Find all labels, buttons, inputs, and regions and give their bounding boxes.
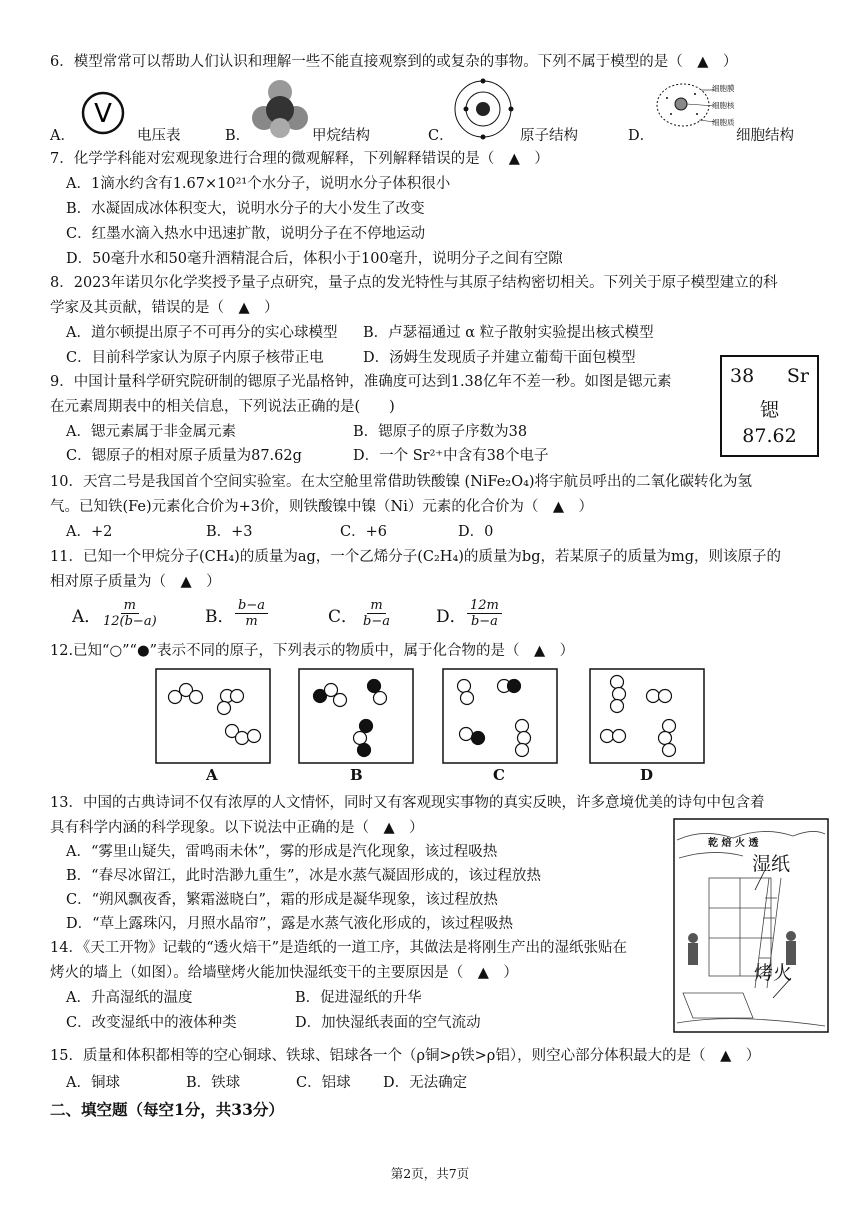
q9-option-d: D．一个 Sr²⁺中含有38个电子 bbox=[353, 448, 549, 464]
q6-option-b-label: B． bbox=[225, 128, 251, 144]
q15-option-b: B．铁球 bbox=[186, 1075, 241, 1091]
q12-stem: 12.已知“○”“●”表示不同的原子，下列表示的物质中，属于化合物的是（ ▲ ） bbox=[50, 643, 575, 659]
q12-caption-c: C bbox=[493, 766, 505, 784]
fraction-numerator: m bbox=[121, 598, 139, 614]
element-number: 38 bbox=[730, 365, 755, 387]
figure-title: 乾 焙 火 透 bbox=[708, 838, 759, 849]
q6-option-a-text: 电压表 bbox=[137, 128, 181, 144]
q11-option-d-fraction bbox=[467, 598, 502, 629]
q7-option-d: D．50毫升水和50毫升酒精混合后，体积小于100毫升，说明分子之间有空隙 bbox=[66, 251, 563, 267]
q11-option-a-fraction bbox=[100, 598, 160, 629]
q6-option-d-text: 细胞结构 bbox=[736, 128, 794, 144]
fraction-denominator: 12(b−a) bbox=[103, 614, 157, 629]
q15-option-c: C．铝球 bbox=[296, 1075, 351, 1091]
q6-option-b-text: 甲烷结构 bbox=[312, 128, 370, 144]
q13-option-d: D．“草上露珠闪，月照水晶帘”，露是水蒸气液化形成的，该过程吸热 bbox=[66, 916, 513, 932]
q12-box-d bbox=[589, 668, 705, 764]
q12-box-c bbox=[442, 668, 558, 764]
q7-option-b: B．水凝固成冰体积变大，说明水分子的大小发生了改变 bbox=[66, 201, 425, 217]
fraction-denominator: b−a bbox=[363, 614, 390, 629]
section-heading-fill-in: 二、填空题（每空1分，共33分） bbox=[50, 1100, 284, 1119]
q13-option-c: C．“朔风飘夜香，繁霜滋晓白”，霜的形成是凝华现象，该过程放热 bbox=[66, 892, 498, 908]
cell-label-cytoplasm: 细胞质 bbox=[712, 118, 735, 127]
q9-stem-line1: 9．中国计量科学研究院研制的锶原子光晶格钟，准确度可达到1.38亿年不差一秒。如图是锶元素 bbox=[50, 374, 672, 390]
fraction-numerator: m bbox=[367, 598, 385, 614]
q13-stem-line1: 13．中国的古典诗词不仅有浓厚的人文情怀，同时又有客观现实事物的真实反映，许多意境优美的诗句中包含着 bbox=[50, 795, 765, 811]
cell-label-membrane: 细胞膜 bbox=[712, 84, 735, 93]
q14-option-a: A．升高湿纸的温度 bbox=[66, 990, 193, 1006]
q10-option-c: C．+6 bbox=[340, 524, 387, 540]
q9-option-b: B．锶原子的原子序数为38 bbox=[353, 424, 528, 440]
q9-option-c: C．锶原子的相对原子质量为87.62g bbox=[66, 448, 302, 464]
q12-caption-a: A bbox=[206, 766, 218, 784]
q11-stem-line2: 相对原子质量为（ ▲ ） bbox=[50, 574, 221, 590]
q6-stem: 6．模型常常可以帮助人们认识和理解一些不能直接观察到的或复杂的事物。下列不属于模型的是（ ▲ ） bbox=[50, 54, 738, 70]
q12-box-b bbox=[298, 668, 414, 764]
q9-stem-line2: 在元素周期表中的相关信息，下列说法正确的是( ) bbox=[50, 399, 395, 415]
q8-option-c: C．目前科学家认为原子内原子核带正电 bbox=[66, 350, 324, 366]
q12-caption-d: D bbox=[640, 766, 654, 784]
q12-box-a bbox=[155, 668, 271, 764]
q9-option-a: A．锶元素属于非金属元素 bbox=[66, 424, 236, 440]
q7-stem: 7．化学学科能对宏观现象进行合理的微观解释，下列解释错误的是（ ▲ ） bbox=[50, 151, 549, 167]
fraction-denominator: m bbox=[245, 614, 258, 629]
q6-option-c-text: 原子结构 bbox=[520, 128, 578, 144]
q12-caption-b: B bbox=[350, 766, 363, 784]
page-number: 第2页，共7页 bbox=[390, 1166, 470, 1181]
q8-option-a: A．道尔顿提出原子不可再分的实心球模型 bbox=[66, 325, 338, 341]
q11-option-d-label: D． bbox=[436, 607, 467, 627]
q14-stem-line2: 烤火的墙上（如图）。给墙壁烤火能加快湿纸变干的主要原因是（ ▲ ） bbox=[50, 965, 518, 981]
q15-stem: 15．质量和体积都相等的空心铜球、铁球、铝球各一个（ρ铜>ρ铁>ρ铝），则空心部分体积最大的是（ ▲ ） bbox=[50, 1048, 761, 1064]
q14-option-c: C．改变湿纸中的液体种类 bbox=[66, 1015, 237, 1031]
q11-option-a-label: A． bbox=[72, 607, 102, 627]
atom-model-icon bbox=[452, 78, 514, 140]
cell-model-icon bbox=[655, 80, 715, 130]
q10-stem-line1: 10．天宫二号是我国首个空间实验室。在太空舱里常借助铁酸镍 (NiFe₂O₄)将宇航员呼出的二氧化碳转化为氢 bbox=[50, 474, 753, 490]
q6-option-c-label: C． bbox=[428, 128, 454, 144]
element-symbol: Sr bbox=[786, 365, 809, 387]
q8-stem-line2: 学家及其贡献，错误的是（ ▲ ） bbox=[50, 300, 279, 316]
q11-option-c-fraction bbox=[360, 598, 393, 629]
q15-option-d: D．无法确定 bbox=[383, 1075, 468, 1091]
q10-option-a: A．+2 bbox=[66, 524, 113, 540]
q10-stem-line2: 气。已知铁(Fe)元素化合价为+3价，则铁酸镍中镍（Ni）元素的化合价为（ ▲ ） bbox=[50, 499, 594, 515]
element-mass: 87.62 bbox=[742, 425, 797, 447]
figure-label-wet-paper: 湿纸 bbox=[752, 853, 791, 875]
q11-option-b-label: B． bbox=[205, 607, 235, 627]
fraction-numerator: b−a bbox=[235, 598, 268, 614]
q11-option-b-fraction bbox=[235, 598, 268, 629]
q14-option-d: D．加快湿纸表面的空气流动 bbox=[295, 1015, 481, 1031]
q8-option-b: B．卢瑟福通过 α 粒子散射实验提出核式模型 bbox=[363, 325, 654, 341]
q7-option-a: A．1滴水约含有1.67×10²¹个水分子，说明水分子体积很小 bbox=[66, 176, 451, 192]
q10-option-d: D．0 bbox=[458, 524, 494, 540]
q15-option-a: A．铜球 bbox=[66, 1075, 120, 1091]
fraction-denominator: b−a bbox=[470, 614, 498, 629]
q10-option-b: B．+3 bbox=[206, 524, 253, 540]
q13-stem-line2: 具有科学内涵的科学现象。以下说法中正确的是（ ▲ ） bbox=[50, 820, 424, 836]
q13-option-b: B．“春尽冰留江，此时浩渺九重生”，冰是水蒸气凝固形成的，该过程放热 bbox=[66, 868, 541, 884]
q11-stem-line1: 11．已知一个甲烷分子(CH₄)的质量为ag，一个乙烯分子(C₂H₄)的质量为bg，若某原子的质量为mg，则该原子的 bbox=[50, 549, 782, 565]
q8-option-d: D．汤姆生发现质子并建立葡萄干面包模型 bbox=[363, 350, 636, 366]
q13-option-a: A．“雾里山疑失，雷鸣雨未休”，雾的形成是汽化现象，该过程吸热 bbox=[66, 844, 498, 860]
q14-option-b: B．促进湿纸的升华 bbox=[295, 990, 422, 1006]
fraction-numerator: 12m bbox=[467, 598, 502, 614]
methane-model-icon bbox=[250, 78, 310, 138]
cell-label-nucleus: 细胞核 bbox=[712, 101, 735, 110]
q8-stem-line1: 8．2023年诺贝尔化学奖授予量子点研究，量子点的发光特性与其原子结构密切相关。下列关于原子模型建立的科 bbox=[50, 275, 778, 291]
paper-drying-illustration bbox=[673, 818, 829, 1033]
q6-option-d-label: D． bbox=[628, 128, 655, 144]
q6-option-a-label: A． bbox=[50, 128, 75, 144]
voltmeter-icon bbox=[80, 90, 126, 136]
element-name: 锶 bbox=[759, 399, 779, 421]
figure-label-fire: 烤火 bbox=[754, 962, 793, 984]
q11-option-c-label: C． bbox=[328, 607, 359, 627]
q14-stem-line1: 14．《天工开物》记载的“透火焙干”是造纸的一道工序，其做法是将刚生产出的湿纸张贴在 bbox=[50, 940, 628, 956]
element-card-strontium bbox=[720, 355, 819, 457]
voltmeter-symbol: V bbox=[94, 99, 112, 129]
q7-option-c: C．红墨水滴入热水中迅速扩散，说明分子在不停地运动 bbox=[66, 226, 426, 242]
